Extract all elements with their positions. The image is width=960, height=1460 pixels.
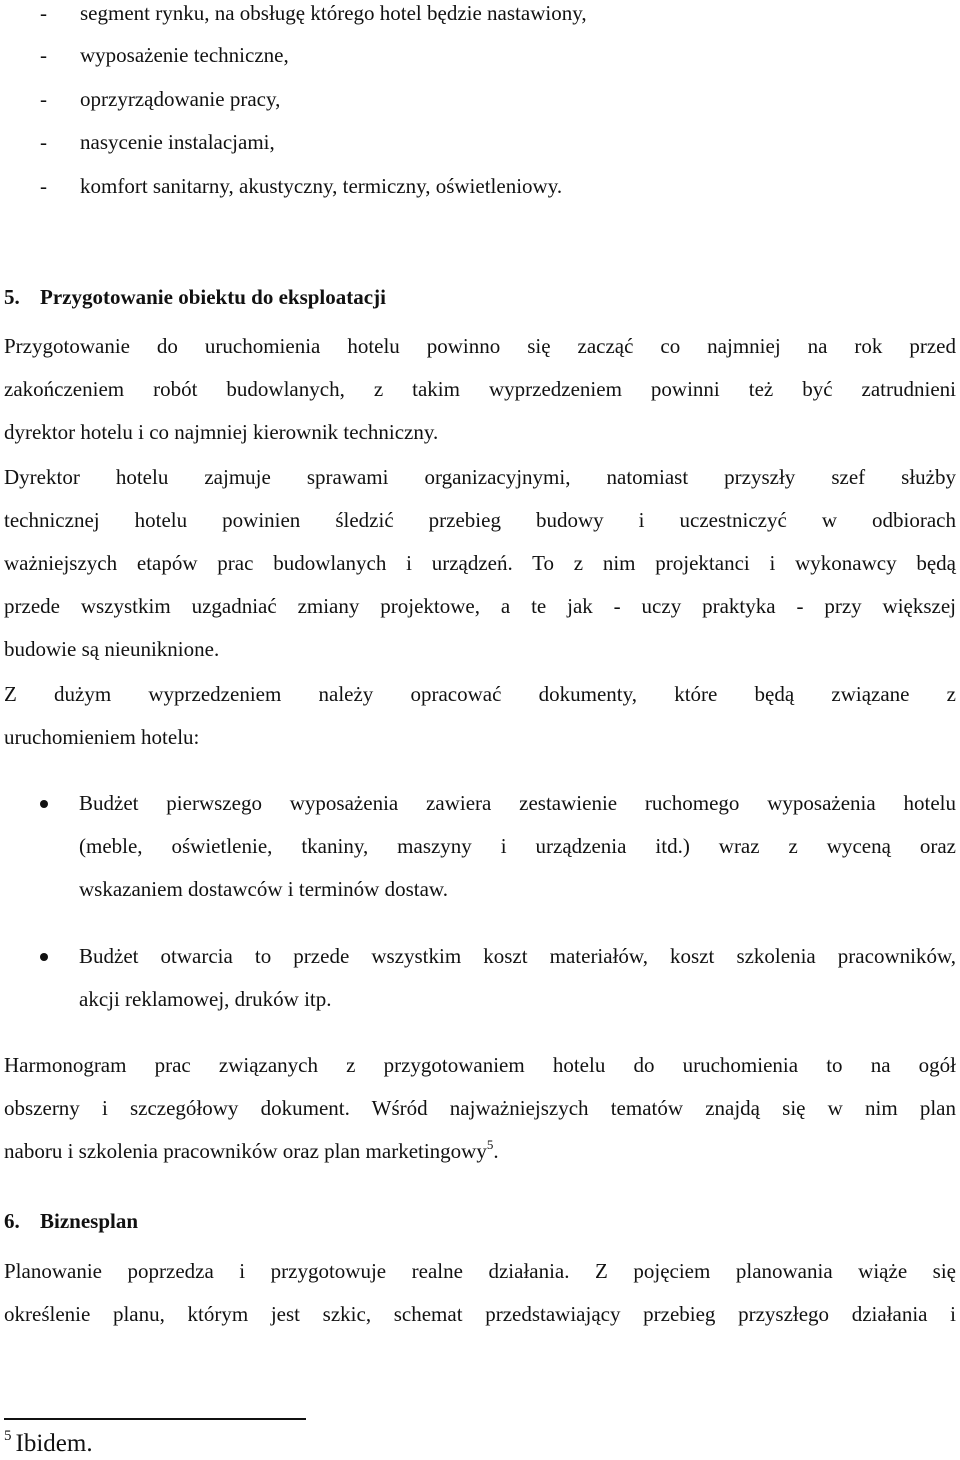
- footnote-divider: [4, 1418, 306, 1420]
- section-heading-6: [4, 1208, 138, 1234]
- bullet-icon: [40, 953, 48, 961]
- section-number: 5.: [4, 285, 20, 309]
- footnote-text: Ibidem.: [15, 1430, 93, 1457]
- paragraph: [4, 456, 956, 671]
- footnote-marker: 5: [4, 1428, 12, 1444]
- list-dash: -: [40, 130, 47, 154]
- section-title: Biznesplan: [40, 1209, 139, 1233]
- list-item-text: komfort sanitarny, akustyczny, termiczny, oświetleniowy.: [80, 174, 563, 198]
- list-item-text: nasycenie instalacjami,: [80, 130, 275, 154]
- paragraph-line: przede wszystkim uzgadniać zmiany projektowe, a te jak - uczy praktyka - przy większej: [4, 594, 956, 618]
- sentence-end: .: [493, 1139, 499, 1163]
- paragraph-line: zakończeniem robót budowlanych, z takim wyprzedzeniem powinni też być zatrudnieni: [4, 377, 956, 401]
- paragraph-line-text: naboru i szkolenia pracowników oraz plan marketingowy: [4, 1139, 487, 1163]
- footnote: [4, 1428, 93, 1460]
- footnote-reference[interactable]: 5: [486, 1137, 494, 1152]
- paragraph-line: obszerny i szczegółowy dokument. Wśród najważniejszych tematów znajdą się w nim plan: [4, 1096, 956, 1120]
- list-item-text: oprzyrządowanie pracy,: [80, 87, 281, 111]
- list-dash: -: [40, 43, 47, 67]
- paragraph-line: dyrektor hotelu i co najmniej kierownik techniczny.: [4, 420, 439, 444]
- list-dash: -: [40, 1, 47, 25]
- bullet-line: (meble, oświetlenie, tkaniny, maszyny i urządzenia itd.) wraz z wyceną oraz: [79, 834, 956, 858]
- list-item-text: segment rynku, na obsługę którego hotel będzie nastawiony,: [80, 1, 587, 25]
- paragraph-line: Z dużym wyprzedzeniem należy opracować dokumenty, które będą związane z: [4, 682, 956, 706]
- paragraph-line: uruchomieniem hotelu:: [4, 725, 200, 749]
- bullet-line: wskazaniem dostawców i terminów dostaw.: [79, 877, 448, 901]
- bullet-line: Budżet pierwszego wyposażenia zawiera zestawienie ruchomego wyposażenia hotelu: [79, 791, 956, 815]
- paragraph-line: ważniejszych etapów prac budowlanych i urządzeń. To z nim projektanci i wykonawcy będą: [4, 551, 956, 575]
- paragraph-line: Planowanie poprzedza i przygotowuje realne działania. Z pojęciem planowania wiąże się: [4, 1259, 956, 1283]
- paragraph-line: technicznej hotelu powinien śledzić przebieg budowy i uczestniczyć w odbiorach: [4, 508, 956, 532]
- paragraph: [4, 1044, 956, 1173]
- list-item-text: wyposażenie techniczne,: [80, 43, 289, 67]
- paragraph: [4, 1250, 956, 1336]
- paragraph: [4, 325, 956, 454]
- paragraph-line: Harmonogram prac związanych z przygotowaniem hotelu do uruchomienia to na ogół: [4, 1053, 956, 1077]
- bullet-text: [79, 782, 956, 911]
- paragraph-line: Dyrektor hotelu zajmuje sprawami organizacyjnymi, natomiast przyszły szef służby: [4, 465, 956, 489]
- bullet-line: akcji reklamowej, druków itp.: [79, 987, 332, 1011]
- bullet-line: Budżet otwarcia to przede wszystkim koszt materiałów, koszt szkolenia pracowników,: [79, 944, 956, 968]
- bullet-text: [79, 935, 956, 1021]
- paragraph-line: budowie są nieuniknione.: [4, 637, 220, 661]
- section-heading-5: [4, 284, 386, 310]
- list-dash: -: [40, 87, 47, 111]
- section-title: Przygotowanie obiektu do eksploatacji: [40, 285, 386, 309]
- paragraph: [4, 673, 956, 759]
- section-number: 6.: [4, 1209, 20, 1233]
- list-dash: -: [40, 174, 47, 198]
- paragraph-line: Przygotowanie do uruchomienia hotelu powinno się zacząć co najmniej na rok przed: [4, 334, 956, 358]
- paragraph-line: [4, 1130, 956, 1173]
- paragraph-line: określenie planu, którym jest szkic, schemat przedstawiający przebieg przyszłego działania i: [4, 1302, 956, 1326]
- bullet-icon: [40, 800, 48, 808]
